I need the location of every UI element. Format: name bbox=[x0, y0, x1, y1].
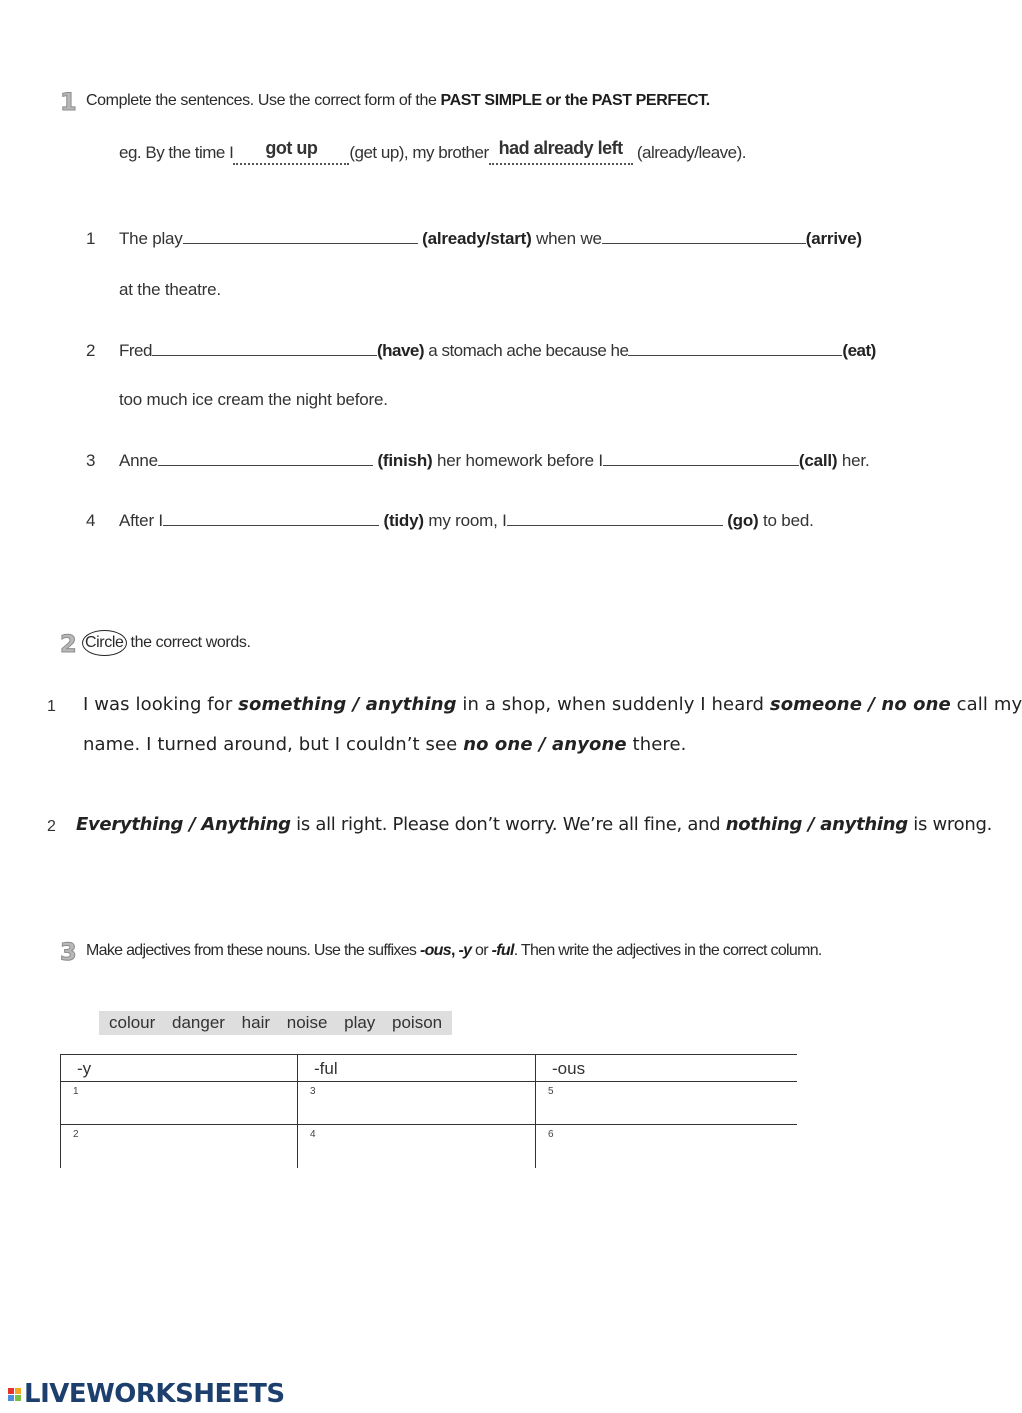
suffix-sep-1: , bbox=[450, 942, 459, 959]
item-1-blank-2[interactable] bbox=[602, 229, 806, 244]
s2-item-2-option-1[interactable]: Everything / Anything bbox=[76, 814, 291, 835]
s2-item-1-number: 1 bbox=[47, 698, 56, 715]
section-2-number: 2 bbox=[60, 630, 76, 658]
item-4-mid: my room, I bbox=[423, 511, 507, 530]
item-4-sentence bbox=[119, 511, 814, 531]
item-1-verb-2: (arrive) bbox=[805, 229, 862, 248]
example-hint-2: (already/leave). bbox=[636, 143, 747, 162]
item-2-verb-1: (have) bbox=[376, 341, 425, 360]
item-1-number: 1 bbox=[86, 229, 96, 248]
section-2-instruction-rest: the correct words. bbox=[126, 634, 251, 651]
item-4-lead: After I bbox=[119, 511, 163, 530]
s2-item-1-line-2 bbox=[83, 734, 686, 755]
section-1-instruction bbox=[86, 92, 710, 110]
s2-item-1-text-a: I was looking for bbox=[83, 694, 239, 715]
s2-item-1-line-1 bbox=[83, 694, 1022, 715]
item-2-mid: a stomach ache because he bbox=[424, 341, 629, 360]
circle-word: Circle bbox=[82, 630, 127, 656]
s2-item-1-option-1[interactable]: something / anything bbox=[238, 694, 457, 715]
item-3-blank-1[interactable] bbox=[158, 451, 373, 466]
item-3-verb-2: (call) bbox=[798, 451, 838, 470]
instruction-text: Complete the sentences. Use the correct form of the bbox=[86, 92, 441, 109]
example-answer-1: got up bbox=[265, 138, 318, 158]
table-row bbox=[61, 1082, 798, 1125]
item-1-lead: The play bbox=[119, 229, 183, 248]
cell-1[interactable]: 1 bbox=[61, 1082, 298, 1125]
item-3-tail: her. bbox=[837, 451, 870, 470]
item-3-mid: her homework before I bbox=[432, 451, 603, 470]
item-2-continuation: too much ice cream the night before. bbox=[119, 390, 388, 409]
example-hint-1: (get up), my brother bbox=[349, 143, 489, 162]
example-sentence bbox=[119, 138, 747, 165]
word-box: colour danger hair noise play poison bbox=[99, 1011, 452, 1035]
example-answer-blank-1 bbox=[233, 138, 349, 165]
item-1-mid: when we bbox=[531, 229, 602, 248]
section-3-instruction-b: . Then write the adjectives in the correct column. bbox=[513, 942, 822, 959]
suffix-ous: -ous bbox=[419, 942, 451, 959]
item-3-blank-2[interactable] bbox=[603, 451, 799, 466]
item-4-number: 4 bbox=[86, 511, 96, 530]
suffix-ful: -ful bbox=[491, 942, 514, 959]
section-1-number: 1 bbox=[60, 88, 76, 116]
item-2-blank-2[interactable] bbox=[628, 341, 842, 356]
cell-3[interactable]: 3 bbox=[298, 1082, 536, 1125]
suffix-y: -y bbox=[458, 942, 472, 959]
s2-item-2-option-2[interactable]: nothing / anything bbox=[725, 814, 908, 835]
example-prefix: eg. By the time I bbox=[119, 143, 234, 162]
s2-item-1-text-b: in a shop, when suddenly I heard bbox=[456, 694, 770, 715]
instruction-bold: PAST SIMPLE or the PAST PERFECT. bbox=[440, 92, 710, 109]
item-2-number: 2 bbox=[86, 341, 96, 360]
s2-item-2-line-1 bbox=[76, 814, 992, 835]
item-1-blank-1[interactable] bbox=[183, 229, 418, 244]
section-3-instruction bbox=[86, 942, 822, 960]
item-4-verb-1: (tidy) bbox=[383, 511, 424, 530]
item-4-verb-2: (go) bbox=[727, 511, 759, 530]
s2-item-1-text-d: name. I turned around, but I couldn’t see bbox=[83, 734, 464, 755]
s2-item-1-option-3[interactable]: no one / anyone bbox=[463, 734, 627, 755]
cell-5[interactable]: 5 bbox=[536, 1082, 798, 1125]
column-header-ful: -ful bbox=[298, 1055, 536, 1082]
item-3-lead: Anne bbox=[119, 451, 158, 470]
suffix-sep-2: or bbox=[471, 942, 492, 959]
item-1-continuation: at the theatre. bbox=[119, 280, 221, 299]
table-row bbox=[61, 1125, 798, 1168]
s2-item-2-text-b: is all right. Please don’t worry. We’re all fine, and bbox=[290, 814, 726, 835]
liveworksheets-logo bbox=[8, 1379, 285, 1409]
s2-item-2-number: 2 bbox=[47, 818, 56, 835]
item-4-tail: to bed. bbox=[758, 511, 814, 530]
cell-4[interactable]: 4 bbox=[298, 1125, 536, 1168]
s2-item-1-text-c: call my bbox=[950, 694, 1022, 715]
example-answer-2: had already left bbox=[498, 138, 623, 158]
section-3-instruction-a: Make adjectives from these nouns. Use the suffixes bbox=[86, 942, 420, 959]
item-1-verb-1: (already/start) bbox=[422, 229, 532, 248]
section-2-instruction bbox=[82, 634, 251, 652]
item-3-verb-1: (finish) bbox=[377, 451, 433, 470]
column-header-y: -y bbox=[61, 1055, 298, 1082]
cell-2[interactable]: 2 bbox=[61, 1125, 298, 1168]
cell-6[interactable]: 6 bbox=[536, 1125, 798, 1168]
example-answer-blank-2 bbox=[489, 138, 633, 165]
section-3-number: 3 bbox=[60, 938, 76, 966]
item-2-sentence bbox=[119, 341, 876, 361]
s2-item-2-text-c: is wrong. bbox=[907, 814, 993, 835]
s2-item-1-text-e: there. bbox=[626, 734, 687, 755]
item-3-sentence bbox=[119, 451, 869, 471]
item-2-lead: Fred bbox=[119, 341, 152, 360]
item-2-blank-1[interactable] bbox=[152, 341, 377, 356]
table-header-row bbox=[61, 1055, 798, 1082]
s2-item-1-option-2[interactable]: someone / no one bbox=[769, 694, 951, 715]
item-4-blank-1[interactable] bbox=[163, 511, 379, 526]
logo-text: LIVEWORKSHEETS bbox=[24, 1379, 285, 1409]
column-header-ous: -ous bbox=[536, 1055, 798, 1082]
item-4-blank-2[interactable] bbox=[507, 511, 723, 526]
logo-mark-icon bbox=[8, 1388, 21, 1401]
item-2-verb-2: (eat) bbox=[842, 341, 876, 360]
item-3-number: 3 bbox=[86, 451, 96, 470]
adjective-table bbox=[60, 1054, 797, 1168]
item-1-sentence bbox=[119, 229, 862, 249]
